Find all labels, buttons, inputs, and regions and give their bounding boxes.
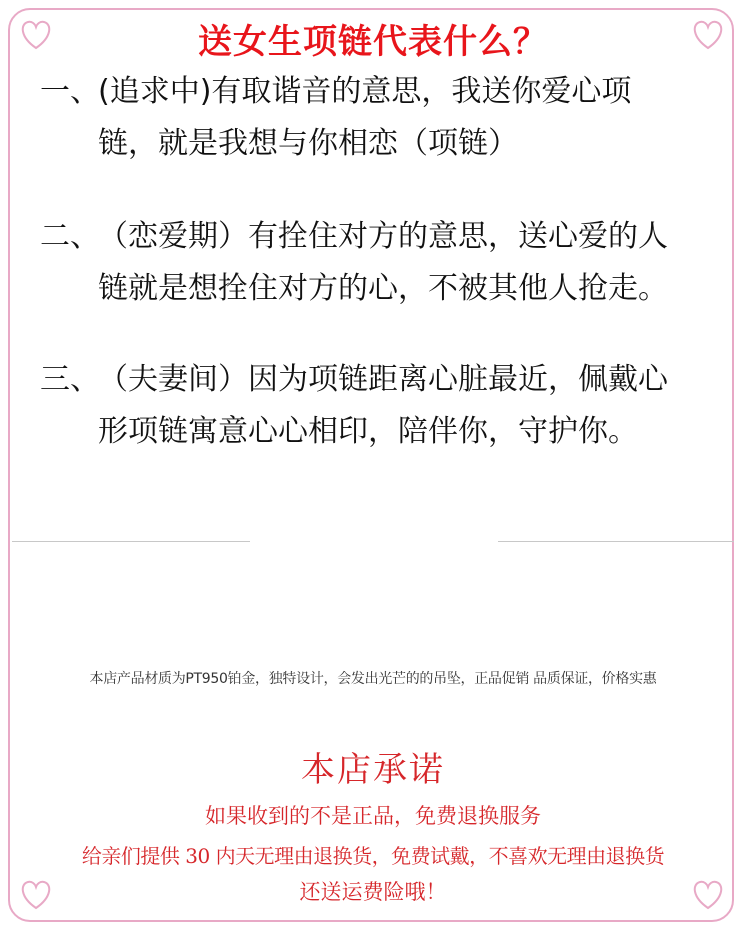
item-text: (追求中)有取谐音的意思，我送你爱心项 (98, 74, 632, 109)
pledge-line: 如果收到的不是正品，免费退换服务 (205, 804, 541, 828)
divider-left (12, 541, 250, 542)
item-number: 一、 (40, 74, 100, 109)
pledge-line: 给亲们提供 30 内天无理由退换货，免费试戴，不喜欢无理由退换货 (81, 844, 665, 868)
item-number: 二、 (40, 219, 100, 254)
item-text: 形项链寓意心心相印，陪伴你，守护你。 (98, 414, 638, 449)
item-text: 链，就是我想与你相恋（项链） (98, 126, 518, 161)
meaning-item-3 (40, 354, 720, 458)
pledge-line: 还送运费险哦！ (299, 880, 447, 904)
meaning-item-2 (40, 211, 720, 315)
pledge-title: 本店承诺 (301, 750, 445, 790)
meaning-item-1 (40, 66, 720, 170)
item-text: 链就是想拴住对方的心，不被其他人抢走。 (98, 271, 668, 306)
product-note: 本店产品材质为PT950铂金，独特设计，会发出光芒的的吊坠，正品促销 品质保证，价格实惠 (89, 671, 657, 687)
page-title: 送女生项链代表什么？ (198, 22, 548, 62)
item-text: （恋爱期）有拴住对方的意思，送心爱的人 (98, 219, 668, 254)
item-number: 三、 (40, 362, 100, 397)
item-text: （夫妻间）因为项链距离心脏最近，佩戴心 (98, 362, 668, 397)
divider-right (498, 541, 734, 542)
